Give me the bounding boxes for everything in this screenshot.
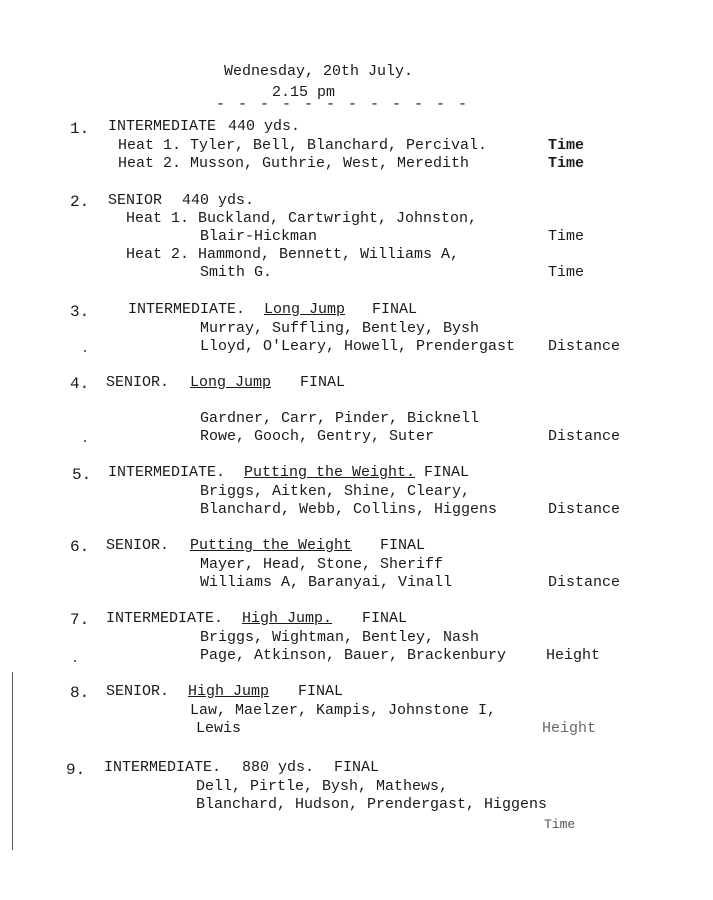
competitor-line: Mayer, Head, Stone, Sheriff (200, 556, 444, 573)
divider-rule: - - - - - - - - - - - - (216, 96, 470, 113)
measure-label: Time (548, 137, 585, 154)
competitor-line: Law, Maelzer, Kampis, Johnstone I, (190, 702, 497, 719)
final-label: FINAL (380, 537, 426, 554)
event-number: 1. (70, 120, 90, 138)
event-category: INTERMEDIATE. (128, 301, 246, 318)
competitor-line: Briggs, Wightman, Bentley, Nash (200, 629, 480, 646)
start-time: 2.15 pm (272, 84, 336, 101)
scan-margin-line (12, 672, 13, 850)
measure-label: Distance (548, 574, 621, 591)
scan-speck (74, 660, 76, 662)
date-heading: Wednesday, 20th July. (224, 63, 414, 80)
event-title: 440 yds. (182, 192, 255, 209)
measure-label: Height (542, 720, 597, 737)
competitor-line: Blanchard, Hudson, Prendergast, Higgens (196, 796, 548, 813)
event-category: SENIOR (108, 192, 163, 209)
measure-label: Distance (548, 338, 621, 355)
heat-line: Heat 1. Buckland, Cartwright, Johnston, (126, 210, 478, 227)
event-number: 6. (70, 538, 90, 556)
final-label: FINAL (372, 301, 418, 318)
event-category: INTERMEDIATE. (104, 759, 222, 776)
measure-label: Time (548, 155, 585, 172)
competitor-line: Page, Atkinson, Bauer, Brackenbury (200, 647, 507, 664)
measure-label: Height (546, 647, 601, 664)
heat-line: Blair-Hickman (200, 228, 318, 245)
event-number: 8. (70, 684, 90, 702)
event-number: 9. (66, 761, 86, 779)
final-label: FINAL (334, 759, 380, 776)
event-category: SENIOR. (106, 537, 170, 554)
final-label: FINAL (362, 610, 408, 627)
heat-line: Heat 2. Hammond, Bennett, Williams A, (126, 246, 460, 263)
heat-line: Heat 2. Musson, Guthrie, West, Meredith (118, 155, 470, 172)
measure-label: Time (548, 264, 585, 281)
event-number: 3. (70, 303, 90, 321)
event-category: INTERMEDIATE. (108, 464, 226, 481)
measure-label: Time (544, 817, 576, 832)
event-title: 880 yds. (242, 759, 315, 776)
event-category: SENIOR. (106, 374, 170, 391)
competitor-line: Murray, Suffling, Bentley, Bysh (200, 320, 480, 337)
event-title: Putting the Weight (190, 537, 353, 554)
scan-speck (84, 350, 86, 352)
scan-speck (84, 440, 86, 442)
final-label: FINAL (424, 464, 470, 481)
competitor-line: Lewis (196, 720, 242, 737)
event-category: INTERMEDIATE. (106, 610, 224, 627)
measure-label: Time (548, 228, 585, 245)
event-category: INTERMEDIATE (108, 118, 217, 135)
event-title: 440 yds. (228, 118, 301, 135)
heat-line: Smith G. (200, 264, 273, 281)
measure-label: Distance (548, 428, 621, 445)
competitor-line: Dell, Pirtle, Bysh, Mathews, (196, 778, 449, 795)
event-title: High Jump (188, 683, 270, 700)
event-number: 7. (70, 611, 90, 629)
competitor-line: Lloyd, O'Leary, Howell, Prendergast (200, 338, 516, 355)
event-number: 2. (70, 193, 90, 211)
competitor-line: Briggs, Aitken, Shine, Cleary, (200, 483, 471, 500)
event-number: 5. (72, 466, 92, 484)
heat-line: Heat 1. Tyler, Bell, Blanchard, Percival. (118, 137, 488, 154)
event-title: Long Jump (190, 374, 272, 391)
competitor-line: Williams A, Baranyai, Vinall (200, 574, 453, 591)
event-title: Putting the Weight. (244, 464, 416, 481)
competitor-line: Gardner, Carr, Pinder, Bicknell (200, 410, 480, 427)
competitor-line: Blanchard, Webb, Collins, Higgens (200, 501, 498, 518)
event-title: High Jump. (242, 610, 333, 627)
event-category: SENIOR. (106, 683, 170, 700)
final-label: FINAL (300, 374, 346, 391)
final-label: FINAL (298, 683, 344, 700)
event-number: 4. (70, 375, 90, 393)
competitor-line: Rowe, Gooch, Gentry, Suter (200, 428, 435, 445)
measure-label: Distance (548, 501, 621, 518)
event-title: Long Jump (264, 301, 346, 318)
